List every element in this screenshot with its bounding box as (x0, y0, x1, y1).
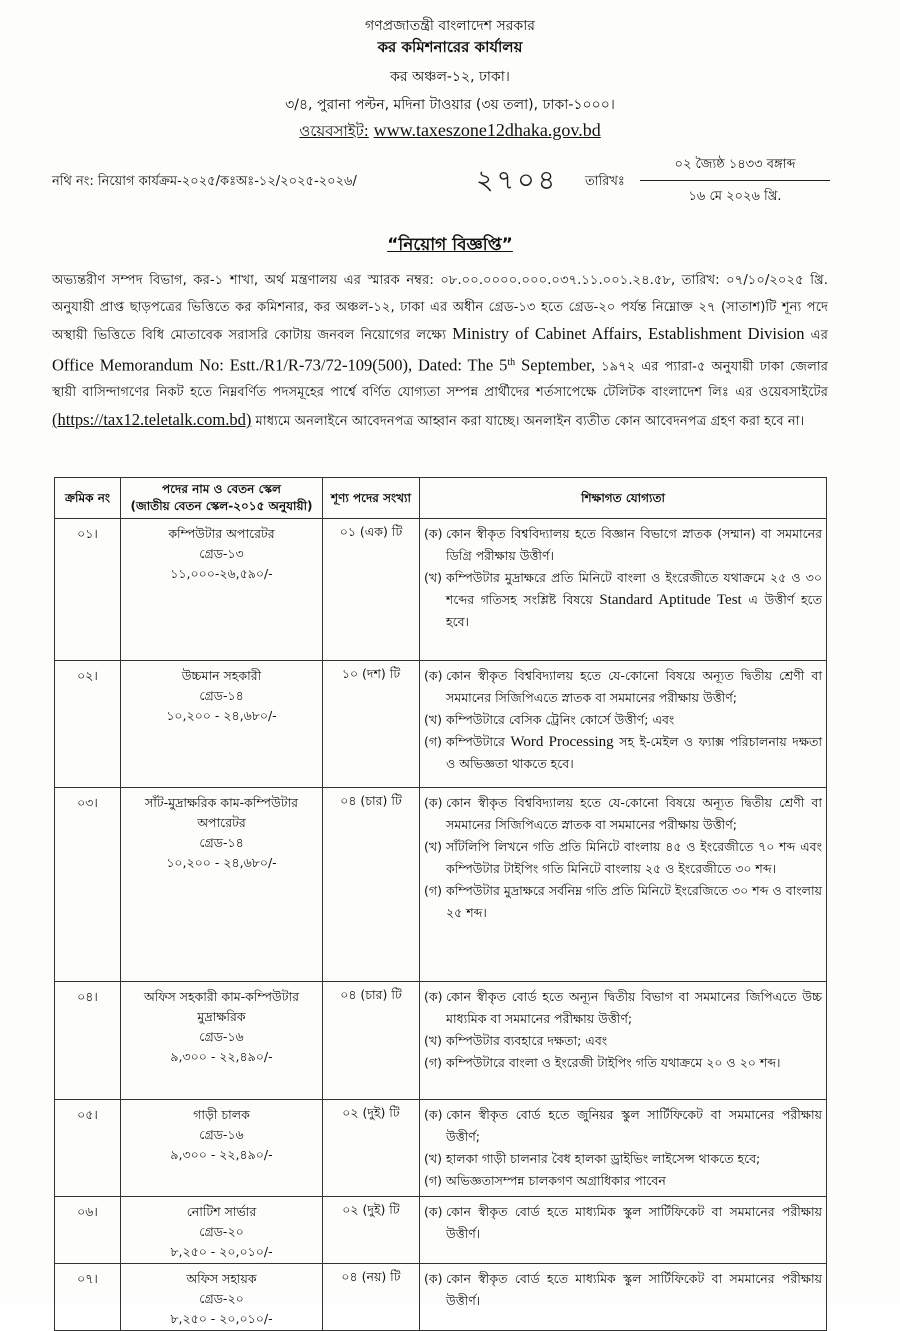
qualification-text (446, 1201, 822, 1245)
table-row (55, 1100, 827, 1197)
row-vacancy: ০২ (দুই) টি (323, 1197, 420, 1264)
date-block (640, 155, 830, 208)
qualification-text-part: কম্পিউটারে বেসিক ট্রেনিং কোর্সে উত্তীর্ণ; এবং (446, 712, 675, 727)
qualification-text (446, 709, 822, 731)
row-qualification (420, 519, 827, 661)
qualification-text-part: কোন স্বীকৃত বোর্ড হতে জুনিয়র স্কুল সার্টিফিকেট বা সমমানের পরীক্ষায় উত্তীর্ণ; (446, 1107, 822, 1144)
website-link[interactable]: www.taxeszone12dhaka.gov.bd (373, 120, 601, 140)
intro-text-2: এর (810, 328, 828, 343)
post-grade: গ্রেড-১৩ (199, 546, 244, 561)
qualification-item (424, 836, 822, 880)
qualification-marker: (ক) (424, 795, 443, 810)
qualification-item (424, 1170, 822, 1192)
row-qualification (420, 788, 827, 982)
post-grade: গ্রেড-১৬ (199, 1029, 244, 1044)
qualification-marker: (খ) (424, 570, 442, 585)
row-serial: ০২। (55, 661, 121, 788)
row-qualification (420, 982, 827, 1100)
qualification-text-part: হালকা গাড়ী চালনার বৈধ হালকা ড্রাইভিং লাইসেন্স থাকতে হবে; (446, 1151, 761, 1166)
qualification-marker: (ক) (424, 1204, 443, 1219)
post-pay-scale: ৮,২৫০ - ২০,০১০/- (170, 1311, 273, 1326)
qualification-text (446, 731, 822, 775)
intro-text-1: অভ্যন্তরীণ সম্পদ বিভাগ, কর-১ শাখা, অর্থ মন্ত্রণালয় এর স্মারক নম্বর: ০৮.০০.০০০০.০০০.০৩৭.১১.০০১.২৪.৫৮, তারিখ: ০৭/১০/২০২৫ খ্রি. অনুযায়ী প্রাপ্ত ছাড়পত্রের ভিত্তিতে কর কমিশনার, কর অঞ্চল-১২, ঢাকা এর অধীন গ্রেড-১৩ হতে গ্রেড-২০ পর্যন্ত নিম্নোক্ত ২৭ (সাতাশ)টি শূন্য পদে অস্থায়ী ভিত্তিতে বিধি মোতাবেক সরাসরি কোটায় জনবল নিয়োগের লক্ষ্যে (52, 273, 828, 343)
post-pay-scale: ১০,২০০ - ২৪,৬৮০/- (166, 855, 277, 870)
row-vacancy: ০৪ (চার) টি (323, 788, 420, 982)
qualification-marker: (খ) (424, 839, 442, 854)
office-name: কর কমিশনারের কার্যালয় (377, 38, 523, 56)
memo-handwritten-number: ২৭০৪ (476, 165, 559, 196)
row-serial: ০১। (55, 519, 121, 661)
qualification-text-part: কম্পিউটারে (446, 734, 505, 749)
posts-table (54, 477, 827, 1331)
qualification-text (446, 1104, 822, 1148)
qualification-text (446, 1148, 822, 1170)
qualification-marker: (ক) (424, 668, 443, 683)
qualification-marker: (গ) (424, 734, 442, 749)
table-row (55, 519, 827, 661)
row-post (121, 1264, 323, 1331)
qualification-item (424, 880, 822, 924)
post-pay-scale: ৮,২৫০ - ২০,০১০/- (170, 1244, 273, 1259)
row-serial: ০৩। (55, 788, 121, 982)
row-qualification (420, 1100, 827, 1197)
header-vacancy: শূণ্য পদের সংখ্যা (323, 478, 420, 519)
qualification-marker: (ক) (424, 526, 443, 541)
post-name: নোটিশ সার্ভার (186, 1204, 257, 1219)
post-grade: গ্রেড-১৬ (199, 1127, 244, 1142)
post-pay-scale: ১০,২০০ - ২৪,৬৮০/- (166, 708, 277, 723)
notice-title-text: “নিয়োগ বিজ্ঞপ্তি” (387, 235, 513, 255)
post-pay-scale: ৯,৩০০ - ২২,৪৯০/- (170, 1049, 273, 1064)
website-label: ওয়েবসাইট: (299, 122, 369, 140)
post-grade: গ্রেড-২০ (199, 1224, 244, 1239)
post-name: সাঁট-মুদ্রাক্ষরিক কাম-কম্পিউটার অপারেটর (144, 795, 299, 830)
intro-superscript: th (507, 356, 516, 368)
qualification-item (424, 1201, 822, 1245)
post-name: কম্পিউটার অপারেটর (168, 526, 275, 541)
qualification-marker: (গ) (424, 1055, 442, 1070)
qualification-item (424, 731, 822, 775)
application-link[interactable]: (https://tax12.teletalk.com.bd) (52, 409, 252, 429)
row-post (121, 1100, 323, 1197)
header-post-line1: পদের নাম ও বেতন স্কেল (162, 482, 281, 496)
qualification-marker: (খ) (424, 1033, 442, 1048)
row-serial: ০৬। (55, 1197, 121, 1264)
qualification-text-part: সাঁটলিপি লিখনে গতি প্রতি মিনিটে বাংলায় ৪৫ ও ইংরেজীতে ৭০ শব্দ এবং কম্পিউটার টাইপিং গতি মিনিটে বাংলায় ২৫ ও ইংরেজীতে ৩০ শব্দ। (446, 839, 822, 876)
row-vacancy: ০৪ (চার) টি (323, 982, 420, 1100)
date-label: তারিখঃ (585, 174, 625, 189)
post-name: অফিস সহায়ক (186, 1271, 257, 1286)
qualification-item (424, 1268, 822, 1312)
post-name: গাড়ী চালক (193, 1107, 250, 1122)
post-pay-scale: ১১,০০০-২৬,৫৯০/- (170, 566, 273, 581)
qualification-text (446, 836, 822, 880)
website-line (0, 120, 900, 145)
qualification-item (424, 523, 822, 567)
table-row (55, 1197, 827, 1264)
post-grade: গ্রেড-১৪ (199, 835, 244, 850)
qualification-text-part: কোন স্বীকৃত বোর্ড হতে মাধ্যমিক স্কুল সার্টিফিকেট বা সমমানের পরীক্ষায় উত্তীর্ণ। (446, 1271, 822, 1308)
qualification-text (446, 1052, 822, 1074)
qualification-text-part: কম্পিউটার মুদ্রাক্ষরে প্রতি মিনিটে বাংলা ও ইংরেজীতে যথাক্রমে ২৫ ও ৩০ শব্দের গতিসহ সংশ্লিষ্ট বিষয়ে (446, 570, 822, 607)
qualification-text (446, 792, 822, 836)
qualification-text (446, 1030, 822, 1052)
intro-text-3: ১৯৭২ এর প্যারা-৫ অনুযায়ী ঢাকা জেলার স্থায়ী বাসিন্দাগণের নিকট হতে নিম্নবর্ণিত পদসমূহের পার্শ্বে বর্ণিত যোগ্যতা সম্পন্ন প্রার্থীদের শর্তসাপেক্ষে টেলিটক বাংলাদেশ লিঃ এর ওয়েবসাইটের (52, 358, 828, 401)
post-name: অফিস সহকারী কাম-কম্পিউটার মুদ্রাক্ষরিক (143, 989, 300, 1024)
memo-number: নথি নং: নিয়োগ কার্যক্রম-২০২৫/কঃঅঃ-১২/২০২৫-২০২৬/ (52, 174, 357, 189)
row-qualification (420, 1197, 827, 1264)
qualification-text-part: কম্পিউটারে বাংলা ও ইংরেজী টাইপিং গতি যথাক্রমে ২০ ও ২০ শব্দ। (446, 1055, 781, 1070)
date-gregorian: ১৬ মে ২০২৬ খ্রি. (688, 189, 782, 204)
qualification-item (424, 1052, 822, 1074)
row-qualification (420, 661, 827, 788)
qualification-item (424, 709, 822, 731)
intro-english-2: Office Memorandum No: Estt./R1/R-73/72-109(500), Dated: The 5 (52, 354, 508, 374)
post-name: উচ্চমান সহকারী (181, 668, 262, 683)
table-row (55, 1264, 827, 1331)
zone-name: কর অঞ্চল-১২, ঢাকা। (390, 69, 510, 85)
qualification-item (424, 1148, 822, 1170)
intro-paragraph (52, 268, 828, 435)
qualification-text-part: কোন স্বীকৃত বোর্ড হতে মাধ্যমিক স্কুল সার্টিফিকেট বা সমমানের পরীক্ষায় উত্তীর্ণ। (446, 1204, 822, 1241)
qualification-text-part: সহ ই-মেইল ও ফ্যাক্স পরিচালনায় দক্ষতা ও অভিজ্ঞতা থাকতে হবে। (446, 734, 822, 771)
qualification-text-part: অভিজ্ঞতাসম্পন্ন চালকগণ অগ্রাধিকার পাবেন (446, 1173, 666, 1188)
qualification-item (424, 567, 822, 633)
qualification-text-part: কোন স্বীকৃত বোর্ড হতে অন্যূন দ্বিতীয় বিভাগ বা সমমানের জিপিএতে উচ্চ মাধ্যমিক বা সমমানের পরীক্ষায় উত্তীর্ণ; (446, 989, 822, 1026)
intro-english-3: September, (521, 354, 596, 374)
qualification-text (446, 567, 822, 633)
qualification-english-term: Standard Aptitude Test (599, 592, 742, 608)
qualification-marker: (খ) (424, 712, 442, 727)
table-row (55, 661, 827, 788)
qualification-marker: (ক) (424, 1271, 443, 1286)
header-qualification: শিক্ষাগত যোগ্যতা (420, 478, 827, 519)
qualification-text (446, 523, 822, 567)
qualification-text (446, 880, 822, 924)
intro-text-4: মাধ্যমে অনলাইনে আবেদনপত্র আহ্বান করা যাচ্ছে। অনলাইন ব্যতীত কোন আবেদনপত্র গ্রহণ করা হবে না। (255, 413, 805, 429)
qualification-item (424, 986, 822, 1030)
intro-english-1: Ministry of Cabinet Affairs, Establishment Division (452, 324, 805, 343)
qualification-marker: (খ) (424, 1151, 442, 1166)
row-serial: ০৭। (55, 1264, 121, 1331)
qualification-text-part: এ উত্তীর্ণ হতে হবে। (446, 592, 822, 629)
qualification-marker: (গ) (424, 883, 442, 898)
row-vacancy: ০১ (এক) টি (323, 519, 420, 661)
header-serial: ক্রমিক নং (55, 478, 121, 519)
row-vacancy: ০৪ (নয়) টি (323, 1264, 420, 1331)
qualification-text-part: কোন স্বীকৃত বিশ্ববিদ্যালয় হতে যে-কোনো বিষয়ে অন্যূত দ্বিতীয় শ্রেণী বা সমমানের সিজিপিএতে স্নাতক বা সমমানের পরীক্ষায় উত্তীর্ণ; (446, 668, 822, 705)
row-post (121, 982, 323, 1100)
date-bangla: ০২ জ্যৈষ্ঠ ১৪৩৩ বঙ্গাব্দ (640, 155, 830, 181)
govt-name: গণপ্রজাতন্ত্রী বাংলাদেশ সরকার (365, 18, 535, 34)
qualification-item (424, 1030, 822, 1052)
qualification-text-part: কম্পিউটার মুদ্রাক্ষরে সর্বনিম্ন গতি প্রতি মিনিটে ইংরেজিতে ৩০ শব্দ ও বাংলায় ২৫ শব্দ। (446, 883, 822, 920)
row-serial: ০৫। (55, 1100, 121, 1197)
row-vacancy: ০২ (দুই) টি (323, 1100, 420, 1197)
row-serial: ০৪। (55, 982, 121, 1100)
qualification-item (424, 792, 822, 836)
row-vacancy: ১০ (দশ) টি (323, 661, 420, 788)
row-post (121, 788, 323, 982)
post-pay-scale: ৯,৩০০ - ২২,৪৯০/- (170, 1147, 273, 1162)
qualification-text (446, 665, 822, 709)
table-header-row (55, 478, 827, 519)
notice-title (0, 232, 900, 260)
qualification-item (424, 1104, 822, 1148)
qualification-english-term: Word Processing (510, 734, 614, 750)
row-post (121, 661, 323, 788)
header-post-line2: (জাতীয় বেতন স্কেল-২০১৫ অনুযায়ী) (130, 499, 313, 513)
qualification-text-part: কম্পিউটার ব্যবহারে দক্ষতা; এবং (446, 1033, 608, 1048)
qualification-marker: (ক) (424, 989, 443, 1004)
table-row (55, 788, 827, 982)
qualification-text (446, 1170, 822, 1192)
post-grade: গ্রেড-১৪ (199, 688, 244, 703)
row-qualification (420, 1264, 827, 1331)
header-post (121, 478, 323, 519)
table-row (55, 982, 827, 1100)
row-post (121, 519, 323, 661)
post-grade: গ্রেড-২০ (199, 1291, 244, 1306)
qualification-text (446, 986, 822, 1030)
qualification-text-part: কোন স্বীকৃত বিশ্ববিদ্যালয় হতে বিজ্ঞান বিভাগে স্নাতক (সম্মান) বা সমমানের ডিগ্রি পরীক্ষায় উত্তীর্ণ। (446, 526, 822, 563)
row-post (121, 1197, 323, 1264)
qualification-marker: (গ) (424, 1173, 442, 1188)
qualification-marker: (ক) (424, 1107, 443, 1122)
office-address: ৩/৪, পুরানা পল্টন, মদিনা টাওয়ার (৩য় তলা), ঢাকা-১০০০। (285, 97, 615, 113)
qualification-text-part: কোন স্বীকৃত বিশ্ববিদ্যালয় হতে যে-কোনো বিষয়ে অন্যূত দ্বিতীয় শ্রেণী বা সমমানের সিজিপিএতে স্নাতক বা সমমানের পরীক্ষায় উত্তীর্ণ; (446, 795, 822, 832)
qualification-item (424, 665, 822, 709)
qualification-text (446, 1268, 822, 1312)
